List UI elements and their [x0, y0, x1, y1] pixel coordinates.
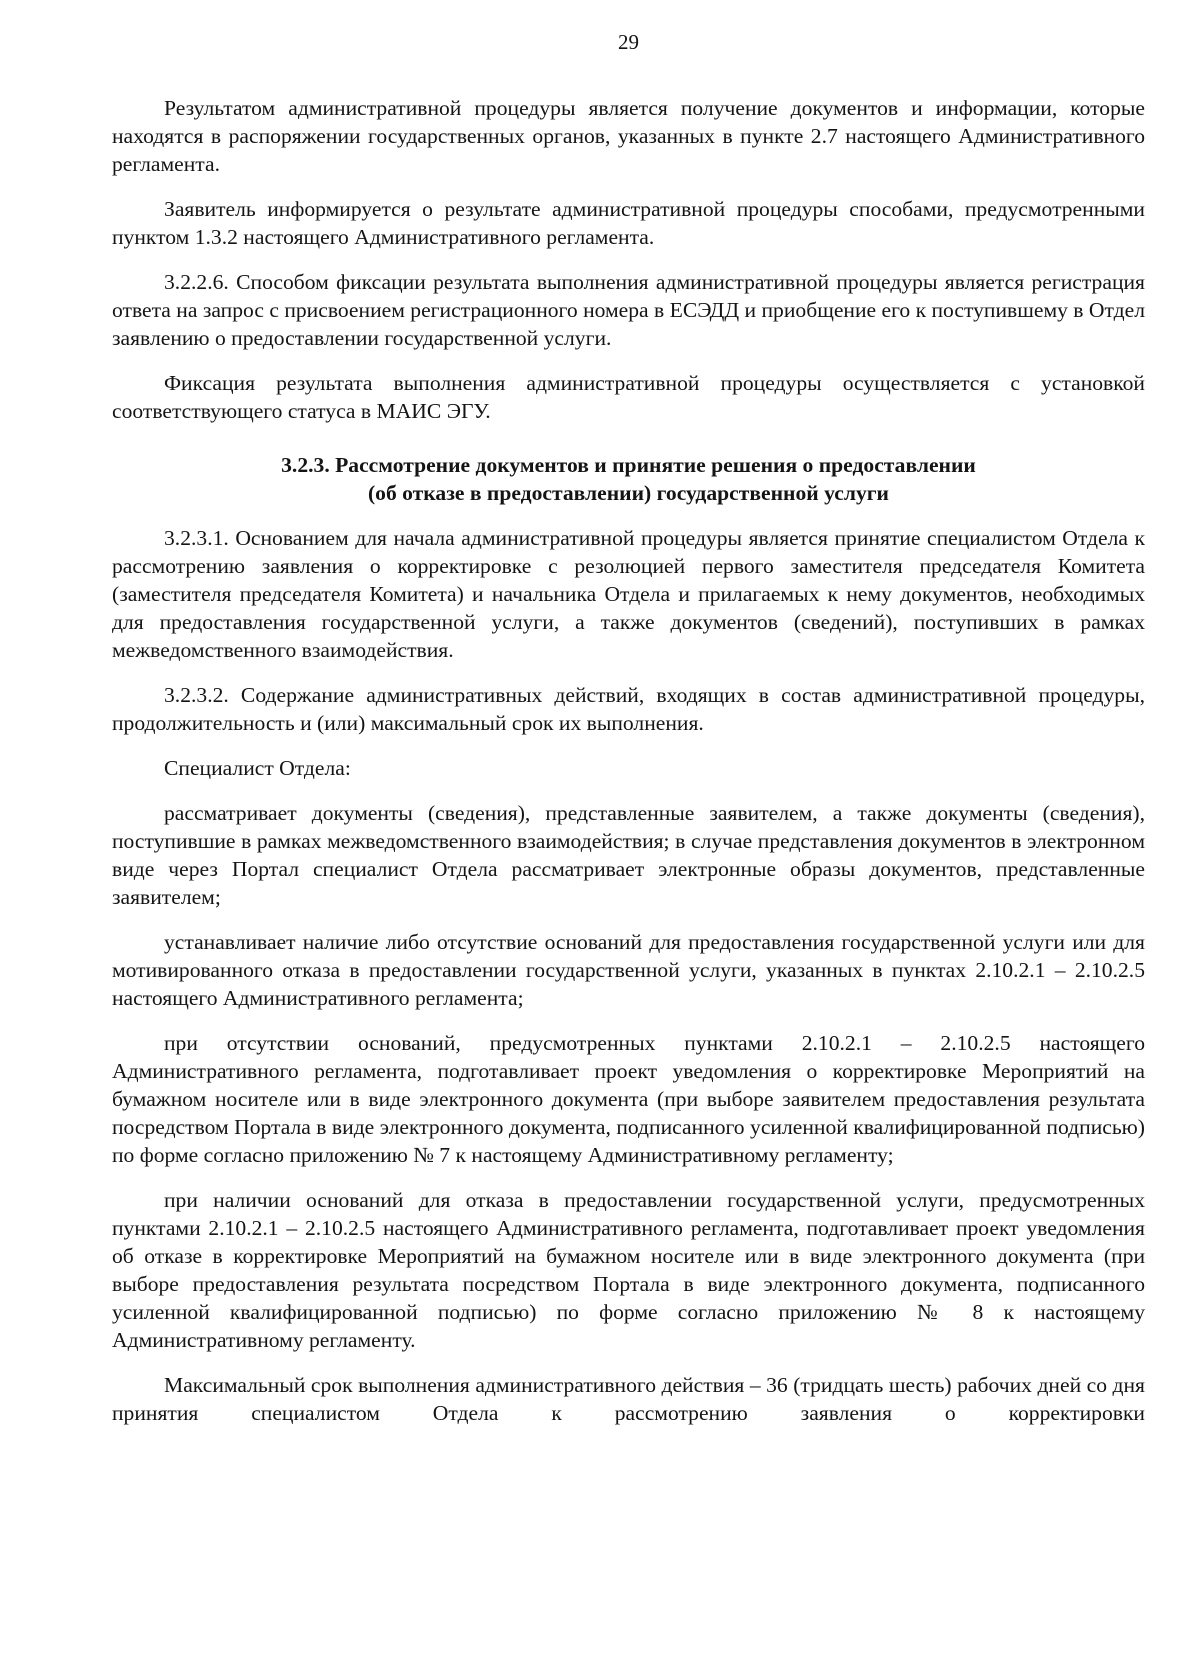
page-number: 29	[618, 30, 639, 54]
paragraph-no-grounds: при отсутствии оснований, предусмотренных пунктами 2.10.2.1 – 2.10.2.5 настоящего Административного регламента, подготавливает проект уведомления о корректировке Мероприятий на бумажном носителе или в виде электронного документа (при выборе заявителем предоставления результата посредством Портала в виде электронного документа, подписанного усиленной квалифицированной подписью) по форме согласно приложению № 7 к настоящему Административному регламенту;	[112, 1031, 1145, 1167]
section-heading-line-2: (об отказе в предоставлении) государственной услуги	[367, 481, 889, 505]
paragraph-specialist: Специалист Отдела:	[164, 756, 351, 780]
paragraph-reviews-documents: рассматривает документы (сведения), представленные заявителем, а также документы (сведения), поступившие в рамках межведомственного взаимодействия; в случае представления документов в электронном виде через Портал специалист Отдела рассматривает электронные образы документов, представленные заявителем;	[112, 801, 1145, 909]
paragraph-max-term: Максимальный срок выполнения административного действия – 36 (тридцать шесть) рабочих дней со дня принятия специалистом Отдела к рассмотрению заявления о корректировки	[112, 1373, 1145, 1425]
paragraph-establishes-grounds: устанавливает наличие либо отсутствие оснований для предоставления государственной услуги или для мотивированного отказа в предоставлении государственной услуги, указанных в пунктах 2.10.2.1 – 2.10.2.5 настоящего Административного регламента;	[112, 930, 1145, 1010]
document-page	[112, 28, 1145, 1444]
paragraph-result: Результатом административной процедуры является получение документов и информации, которые находятся в распоряжении государственных органов, указанных в пункте 2.7 настоящего Административного регламента.	[112, 96, 1145, 176]
section-heading-3-2-3	[112, 451, 1145, 507]
paragraph-3-2-2-6: 3.2.2.6. Способом фиксации результата выполнения административной процедуры является регистрация ответа на запрос с присвоением регистрационного номера в ЕСЭДД и приобщение его к поступившему в Отдел заявлению о предоставлении государственной услуги.	[112, 270, 1145, 350]
paragraph-fixation: Фиксация результата выполнения административной процедуры осуществляется с установкой соответствующего статуса в МАИС ЭГУ.	[112, 371, 1145, 423]
paragraph-3-2-3-1: 3.2.3.1. Основанием для начала административной процедуры является принятие специалистом Отдела к рассмотрению заявления о корректировке с резолюцией первого заместителя председателя Комитета (заместителя председателя Комитета) и начальника Отдела и прилагаемых к нему документов, необходимых для предоставления государственной услуги, а также документов (сведений), поступивших в рамках межведомственного взаимодействия.	[112, 526, 1145, 662]
paragraph-applicant-informed: Заявитель информируется о результате административной процедуры способами, предусмотренными пунктом 1.3.2 настоящего Административного регламента.	[112, 197, 1145, 249]
paragraph-3-2-3-2: 3.2.3.2. Содержание административных действий, входящих в состав административной процедуры, продолжительность и (или) максимальный срок их выполнения.	[112, 683, 1145, 735]
section-heading-line-1: 3.2.3. Рассмотрение документов и принятие решения о предоставлении	[281, 453, 976, 477]
paragraph-grounds-for-refusal: при наличии оснований для отказа в предоставлении государственной услуги, предусмотренных пунктами 2.10.2.1 – 2.10.2.5 настоящего Административного регламента, подготавливает проект уведомления об отказе в корректировке Мероприятий на бумажном носителе или в виде электронного документа (при выборе предоставления результата посредством Портала в виде электронного документа, подписанного усиленной квалифицированной подписью) по форме согласно приложению № 8 к настоящему Административному регламенту.	[112, 1188, 1145, 1352]
